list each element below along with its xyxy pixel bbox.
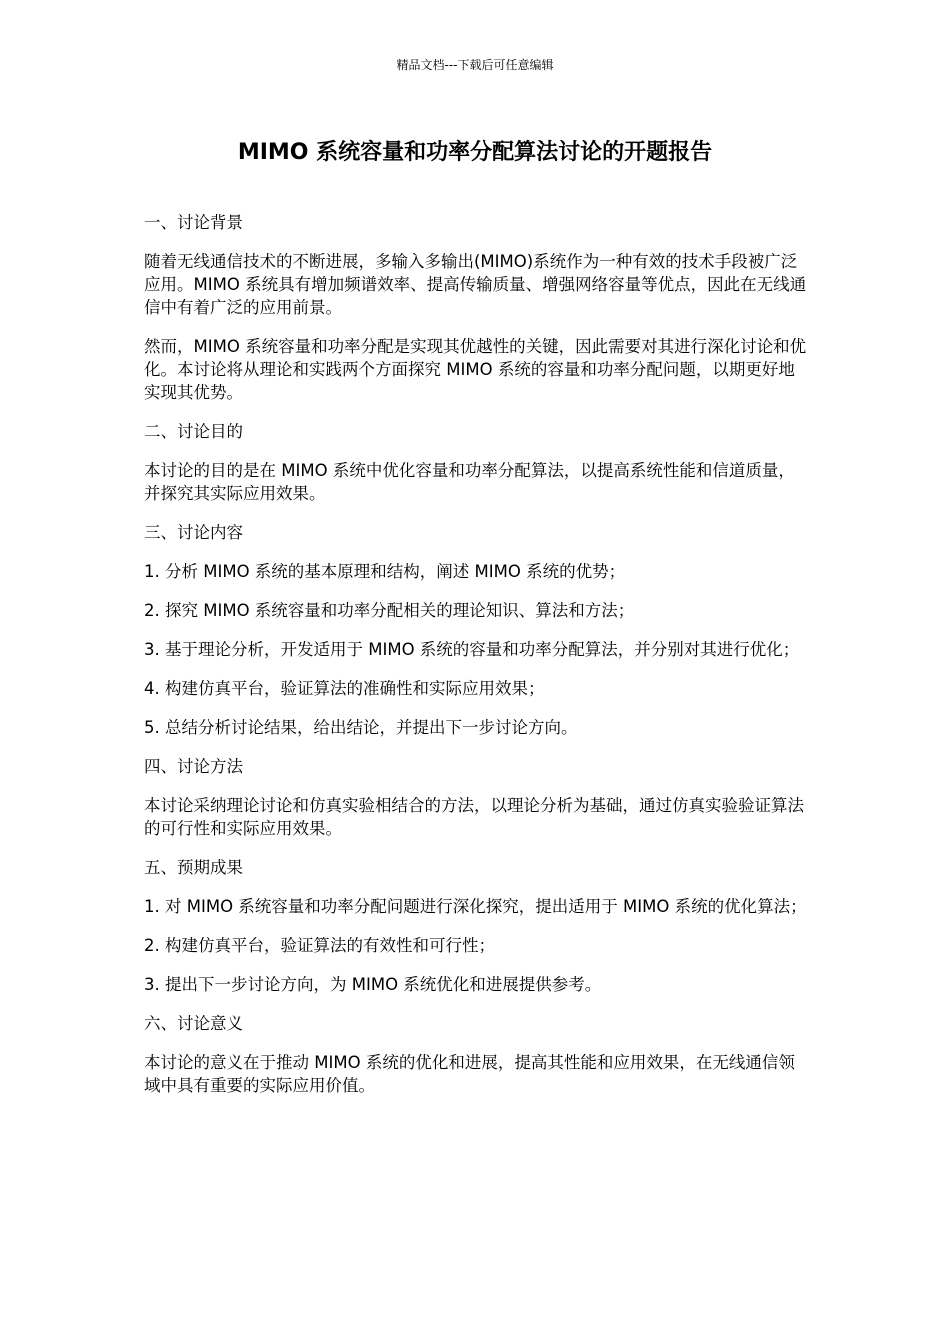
section-heading-purpose: 二、讨论目的 [144, 422, 243, 441]
list-item: 1. 分析 MIMO 系统的基本原理和结构，阐述 MIMO 系统的优势； [144, 562, 626, 581]
document-body [144, 211, 810, 1113]
header-note: 精品文档---下载后可任意编辑 [396, 58, 554, 72]
paragraph: 本讨论的目的是在 MIMO 系统中优化容量和功率分配算法，以提高系统性能和信道质量，并探究其实际应用效果。 [144, 461, 795, 503]
paragraph: 本讨论的意义在于推动 MIMO 系统的优化和进展，提高其性能和应用效果，在无线通信领域中具有重要的实际应用价值。 [144, 1053, 795, 1095]
list-item: 2. 探究 MIMO 系统容量和功率分配相关的理论知识、算法和方法； [144, 601, 635, 620]
list-item: 4. 构建仿真平台，验证算法的准确性和实际应用效果； [144, 679, 545, 698]
list-item: 3. 提出下一步讨论方向，为 MIMO 系统优化和进展提供参考。 [144, 975, 602, 994]
list-item: 1. 对 MIMO 系统容量和功率分配问题进行深化探究，提出适用于 MIMO 系统的优化算法； [144, 897, 807, 916]
paragraph: 本讨论采纳理论讨论和仿真实验相结合的方法，以理论分析为基础，通过仿真实验验证算法的可行性和实际应用效果。 [144, 796, 804, 838]
list-item: 5. 总结分析讨论结果，给出结论，并提出下一步讨论方向。 [144, 718, 578, 737]
paragraph: 随着无线通信技术的不断进展，多输入多输出(MIMO)系统作为一种有效的技术手段被广泛应用。MIMO 系统具有增加频谱效率、提高传输质量、增强网络容量等优点，因此在无线通信中有着广泛的应用前景。 [144, 252, 807, 317]
list-item: 3. 基于理论分析，开发适用于 MIMO 系统的容量和功率分配算法，并分别对其进行优化； [144, 640, 800, 659]
section-heading-significance: 六、讨论意义 [144, 1014, 243, 1033]
document-title: MIMO 系统容量和功率分配算法讨论的开题报告 [237, 140, 713, 165]
list-item: 2. 构建仿真平台，验证算法的有效性和可行性； [144, 936, 495, 955]
section-heading-content: 三、讨论内容 [144, 523, 243, 542]
paragraph: 然而，MIMO 系统容量和功率分配是实现其优越性的关键，因此需要对其进行深化讨论和优化。本讨论将从理论和实践两个方面探究 MIMO 系统的容量和功率分配问题，以期更好地实现其优势。 [144, 337, 807, 402]
section-heading-background: 一、讨论背景 [144, 213, 243, 232]
section-heading-method: 四、讨论方法 [144, 757, 243, 776]
section-heading-expected-results: 五、预期成果 [144, 858, 243, 877]
